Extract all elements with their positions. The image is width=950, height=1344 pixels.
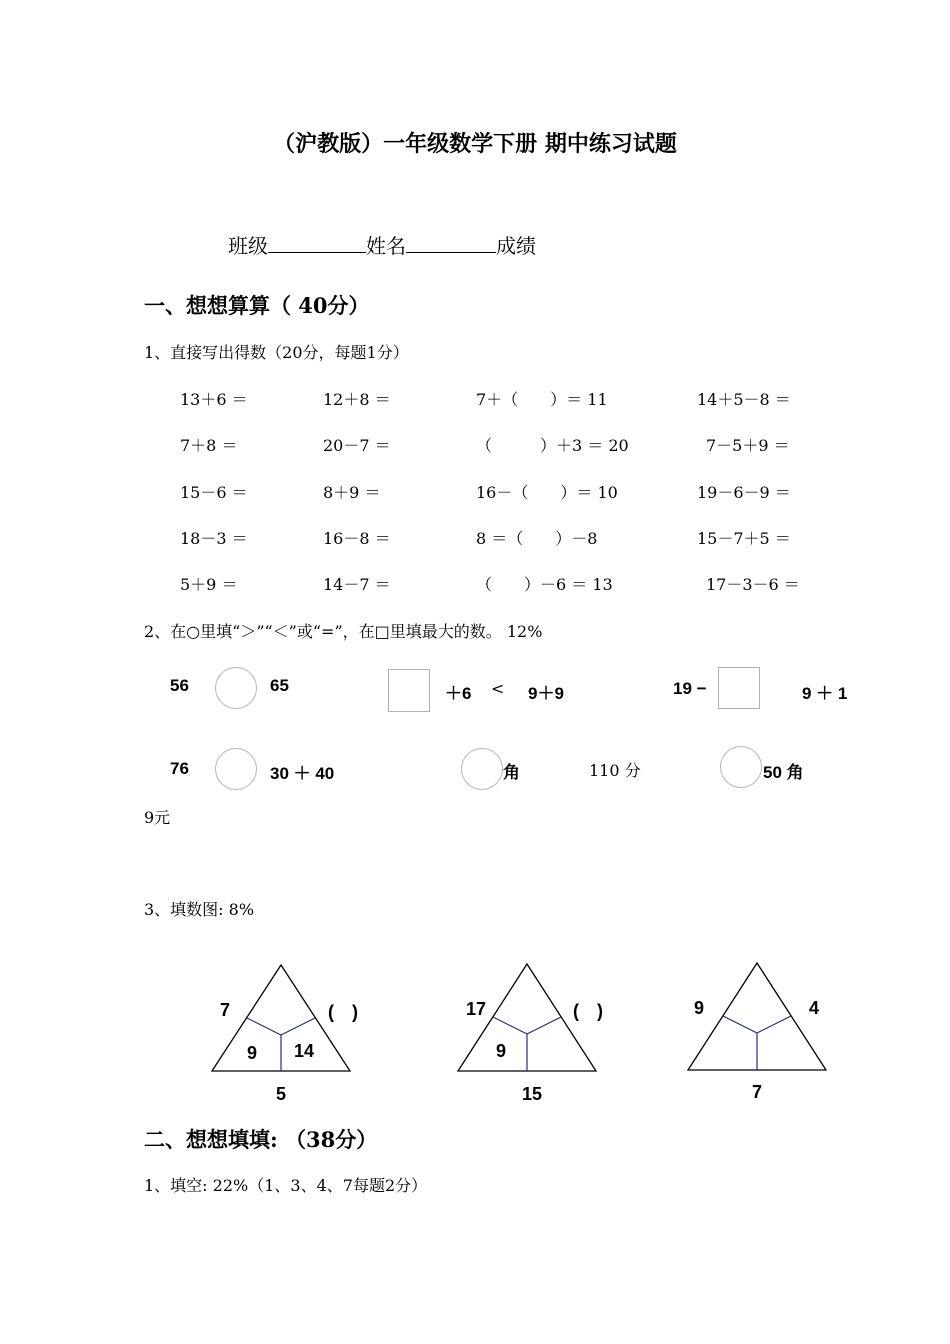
equation: 5＋9 ＝ xyxy=(180,575,238,594)
triangle-inner-right: 14 xyxy=(294,1041,315,1061)
triangle-right-value[interactable]: ( ) xyxy=(573,1001,603,1021)
compare-left: 76 xyxy=(170,759,189,778)
expression: ＋6 xyxy=(445,684,472,703)
triangle-left-value: 9 xyxy=(694,998,705,1018)
compare-right: 65 xyxy=(270,676,289,695)
equation: 14－7 ＝ xyxy=(323,575,391,594)
equation: 16－（ ）＝ 10 xyxy=(476,483,618,502)
expression: 30 ＋ 40 xyxy=(270,764,335,783)
compare-left: 56 xyxy=(170,676,189,695)
triangle-inner-left: 9 xyxy=(496,1041,507,1061)
q1-label: 1、直接写出得数（20分，每题1分） xyxy=(144,343,409,362)
name-label: 姓名 xyxy=(366,234,406,258)
equation: 7＋（ ）＝ 11 xyxy=(476,390,608,409)
unit-text: 50 角 xyxy=(763,763,804,782)
equation: 16－8 ＝ xyxy=(323,529,391,548)
triangle-bottom-value: 7 xyxy=(752,1082,763,1102)
triangle-right-value[interactable]: ( ) xyxy=(328,1002,358,1022)
class-label: 班级 xyxy=(228,234,268,258)
section1-heading: 一、想想算算（ 40分） xyxy=(144,293,370,318)
equation: 12＋8 ＝ xyxy=(323,390,391,409)
equation: 15－7＋5 ＝ xyxy=(697,529,791,548)
equation: （ ）－6 ＝ 13 xyxy=(476,575,613,594)
equation: 20－7 ＝ xyxy=(323,436,391,455)
triangle-bottom-value: 15 xyxy=(522,1084,543,1104)
equation: 18－3 ＝ xyxy=(180,529,248,548)
expression: 110 分 xyxy=(589,761,641,780)
equation: 8 ＝（ ）－8 xyxy=(476,529,598,548)
equation: 15－6 ＝ xyxy=(180,483,248,502)
equation: 19－6－9 ＝ xyxy=(697,483,791,502)
equation: 7－5＋9 ＝ xyxy=(706,436,790,455)
equation: 14＋5－8 ＝ xyxy=(697,390,791,409)
wrapped-text: 9元 xyxy=(144,808,171,827)
equation: 13＋6 ＝ xyxy=(180,390,248,409)
triangle-bottom-value: 5 xyxy=(276,1084,287,1104)
score-label: 成绩 xyxy=(496,234,536,258)
q2-label: 2、在○里填“＞”“＜”或“=”，在□里填最大的数。 12% xyxy=(144,622,543,641)
unit-text: 角 xyxy=(503,763,520,782)
page-title: （沪教版）一年级数学下册 期中练习试题 xyxy=(273,131,677,157)
triangle-left-value: 7 xyxy=(220,1000,231,1020)
equation: 17－3－6 ＝ xyxy=(706,575,800,594)
less-than-sign: < xyxy=(491,679,505,698)
section2-heading: 二、想想填填: （38分） xyxy=(144,1127,378,1152)
expression: 9＋9 xyxy=(528,684,564,703)
expression: 9 ＋ 1 xyxy=(802,684,848,703)
triangle-right-value: 4 xyxy=(809,998,820,1018)
triangle-left-value: 17 xyxy=(466,999,487,1019)
equation: （ ）＋3 ＝ 20 xyxy=(476,436,629,455)
expression: 19 − xyxy=(673,679,707,698)
equation: 8＋9 ＝ xyxy=(323,483,381,502)
triangle-inner-left: 9 xyxy=(247,1043,258,1063)
equation: 7＋8 ＝ xyxy=(180,436,238,455)
q3-label: 3、填数图: 8% xyxy=(144,900,255,919)
section2-q1-label: 1、填空: 22%（1、3、4、7每题2分） xyxy=(144,1176,428,1195)
